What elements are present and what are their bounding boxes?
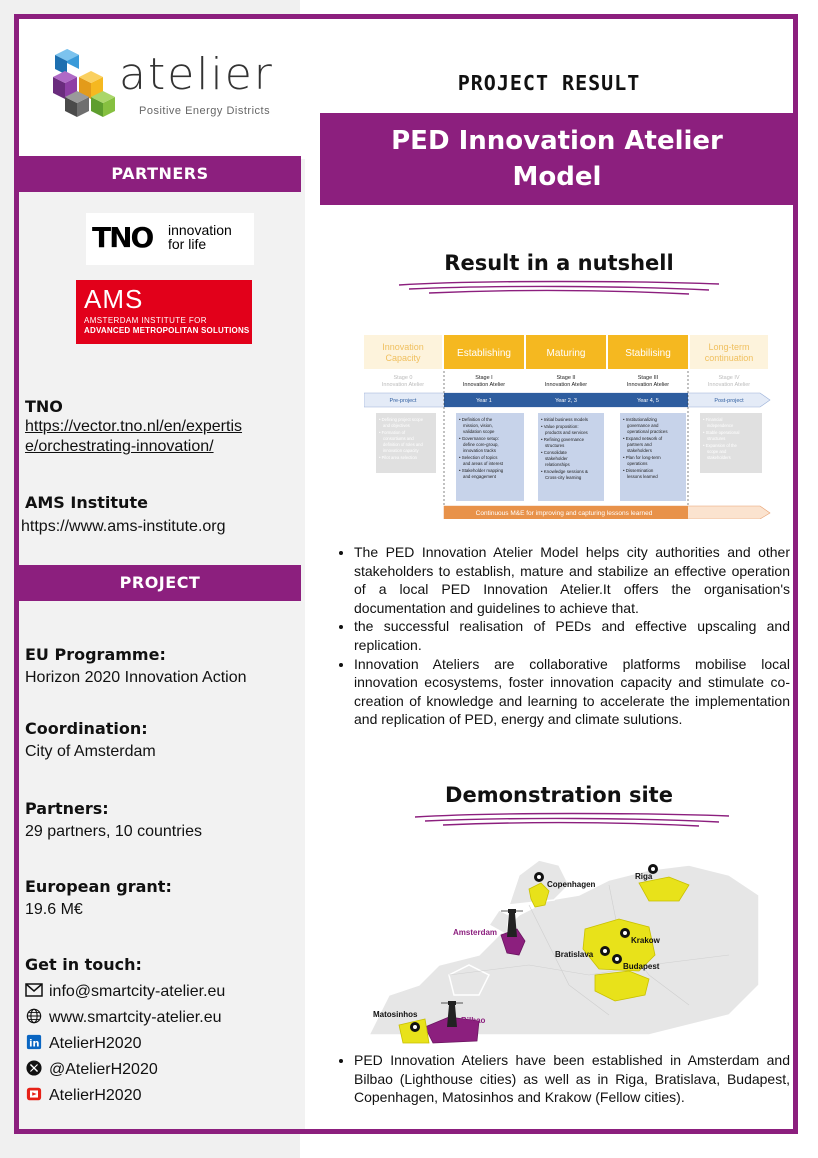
svg-text:• Formation of: • Formation of (379, 430, 406, 435)
partner-ams-url[interactable]: https://www.ams-institute.org (21, 518, 226, 535)
contact-website-text: www.smartcity-atelier.eu (49, 1009, 222, 1026)
map-label-budapest: Budapest (623, 962, 660, 971)
svg-text:Stage 0: Stage 0 (393, 375, 413, 381)
pin-icon-budapest (612, 954, 622, 964)
contact-x[interactable] (25, 1059, 158, 1081)
diagram-footer-text: Continuous M&E for improving and capturing lessons learned (475, 510, 653, 517)
svg-text:structures: structures (545, 443, 565, 448)
svg-text:Year 4, 5: Year 4, 5 (637, 398, 659, 404)
svg-text:• Stable operational: • Stable operational (703, 430, 740, 435)
stage-2-title: Maturing (546, 348, 586, 359)
map-label-bilbao: Bilbao (461, 1016, 486, 1025)
final-bullets (340, 1051, 790, 1107)
svg-text:Year 1: Year 1 (476, 398, 492, 404)
pin-icon-copenhagen (534, 872, 544, 882)
svg-text:operational practices: operational practices (627, 429, 668, 434)
nutshell-title: Result in a nutshell (444, 251, 674, 275)
ams-logo (76, 280, 252, 344)
contact-linkedin-text: AtelierH2020 (49, 1035, 142, 1052)
svg-text:• Consolidate: • Consolidate (541, 450, 567, 455)
atelier-logo (39, 43, 299, 123)
svg-text:innovation tracks: innovation tracks (463, 448, 496, 453)
svg-text:• Initial business models: • Initial business models (541, 417, 588, 422)
map-label-amsterdam: Amsterdam (453, 928, 498, 937)
logo-subtitle: Positive Energy Districts (139, 105, 271, 117)
svg-text:Pre-project: Pre-project (389, 398, 417, 404)
partner-tno-name: TNO (25, 397, 63, 416)
poster-frame (14, 14, 798, 1134)
grant-value: 19.6 M€ (25, 901, 83, 918)
nutshell-underline-scribble (389, 277, 729, 299)
svg-text:Stage I: Stage I (475, 375, 493, 381)
linkedin-icon (25, 1034, 43, 1050)
final-bullet: • PED Innovation Ateliers have been established in Amsterdam and Bilbao (Lighthouse cities) as well as in Riga, Bratislava, Budapest, Copenhagen, Matosinhos and Krakow (Fellow cities). (354, 1051, 790, 1107)
svg-text:and engagement: and engagement (463, 474, 496, 479)
svg-text:Innovation Atelier: Innovation Atelier (707, 382, 751, 388)
svg-text:• Plan for long-term: • Plan for long-term (623, 455, 661, 460)
svg-text:scope and: scope and (707, 449, 727, 454)
tno-tagline-2: for life (168, 236, 207, 252)
partners-header: PARTNERS (19, 156, 301, 192)
svg-text:Innovation Atelier: Innovation Atelier (462, 382, 506, 388)
svg-text:in: in (29, 1038, 40, 1050)
svg-text:lessons learned: lessons learned (627, 474, 658, 479)
svg-text:Year 2, 3: Year 2, 3 (555, 398, 577, 404)
svg-text:and areas of interest: and areas of interest (463, 461, 504, 466)
sidebar (19, 19, 305, 1129)
svg-text:mission, vision,: mission, vision, (463, 423, 493, 428)
svg-text:Innovation Atelier: Innovation Atelier (381, 382, 425, 388)
svg-text:• Expansion of the: • Expansion of the (703, 443, 737, 448)
tno-logo-tagline (168, 223, 232, 251)
contact-linkedin[interactable] (25, 1033, 142, 1055)
svg-text:Post-project: Post-project (714, 398, 744, 404)
eu-programme-label: EU Programme: (25, 645, 166, 664)
map-label-matosinhos: Matosinhos (373, 1010, 418, 1019)
contact-title: Get in touch: (25, 955, 142, 974)
svg-text:• Institutionalizing: • Institutionalizing (623, 417, 657, 422)
tno-tagline-1: innovation (168, 222, 232, 238)
result-bullet-1: • The PED Innovation Atelier Model helps city authorities and other stakeholders to establish, mature and stabilize an effective operation of a local PED Innovation Atelier.It offers the organisation's documentation and guidelines to achieve that. (354, 543, 790, 617)
stage-0-title-2: Capacity (385, 353, 421, 363)
svg-text:operations: operations (627, 461, 648, 466)
logo-wordmark: atelier (119, 49, 274, 100)
svg-text:• Expand network of: • Expand network of (623, 436, 663, 441)
svg-text:products and services: products and services (545, 430, 588, 435)
model-title-line-1: PED Innovation Atelier (391, 126, 723, 156)
tno-logo (86, 213, 254, 265)
partners-count-label: Partners: (25, 799, 109, 818)
partner-tno-url-1: https://vector.tno.nl/en/expertis (25, 418, 243, 435)
contact-email[interactable] (25, 981, 225, 1003)
svg-text:partners and: partners and (627, 442, 652, 447)
europe-map (349, 845, 769, 1045)
ams-logo-mark: AMS (84, 284, 144, 314)
ams-logo-line-2: ADVANCED METROPOLITAN SOLUTIONS (84, 326, 250, 335)
svg-text:consortiums and: consortiums and (383, 436, 414, 441)
tno-logo-mark: TNO (92, 221, 153, 254)
model-title-bar (320, 113, 794, 205)
svg-text:Stage II: Stage II (556, 375, 576, 381)
contact-x-text: @AtelierH2020 (49, 1061, 158, 1078)
svg-text:• Dissemination: • Dissemination (623, 468, 654, 473)
eu-programme-value: Horizon 2020 Innovation Action (25, 669, 247, 686)
atelier-model-diagram (364, 335, 774, 519)
svg-text:definition of roles and: definition of roles and (383, 442, 423, 447)
svg-text:structures: structures (707, 436, 726, 441)
partner-ams-name: AMS Institute (25, 493, 148, 512)
svg-text:Innovation Atelier: Innovation Atelier (626, 382, 670, 388)
model-title-line-2: Model (512, 162, 602, 192)
svg-text:innovation capacity: innovation capacity (383, 448, 419, 453)
demo-title: Demonstration site (445, 783, 673, 807)
svg-text:• Stakeholder mapping: • Stakeholder mapping (459, 468, 504, 473)
stage-1-title: Establishing (457, 348, 511, 359)
stage-3-title: Stabilising (625, 348, 671, 359)
contact-youtube[interactable] (25, 1085, 142, 1107)
svg-text:• Value proposition:: • Value proposition: (541, 424, 579, 429)
svg-text:governance and: governance and (627, 423, 659, 428)
pin-icon-matosinhos (410, 1022, 420, 1032)
svg-text:Innovation Atelier: Innovation Atelier (544, 382, 588, 388)
svg-text:Stage IV: Stage IV (718, 375, 740, 381)
map-label-bratislava: Bratislava (555, 950, 594, 959)
contact-website[interactable] (25, 1007, 222, 1029)
coordination-value: City of Amsterdam (25, 743, 156, 760)
map-label-riga: Riga (635, 872, 653, 881)
partners-count-value: 29 partners, 10 countries (25, 823, 202, 840)
stage-0-title: Innovation (382, 342, 424, 352)
svg-text:and objectives: and objectives (383, 423, 410, 428)
ams-logo-line-1: AMSTERDAM INSTITUTE FOR (84, 316, 207, 325)
svg-text:• Refining governance: • Refining governance (541, 437, 585, 442)
svg-text:define core-group,: define core-group, (463, 442, 499, 447)
grant-label: European grant: (25, 877, 172, 896)
svg-text:• Governance setup:: • Governance setup: (459, 436, 499, 441)
x-icon (25, 1060, 43, 1076)
map-label-copenhagen: Copenhagen (547, 880, 596, 889)
contact-youtube-text: AtelierH2020 (49, 1087, 142, 1104)
map-label-krakow: Krakow (631, 936, 660, 945)
partner-tno-link[interactable] (25, 417, 295, 457)
stage-4-title: Long-term (708, 342, 750, 352)
mail-icon (25, 982, 43, 998)
contact-email-text: info@smartcity-atelier.eu (49, 983, 226, 1000)
globe-icon (25, 1008, 43, 1024)
svg-text:stakeholders: stakeholders (627, 448, 652, 453)
svg-text:Cross-city learning: Cross-city learning (545, 475, 582, 480)
cube-logo-icon (45, 47, 115, 119)
sidebar-logo-area (19, 19, 305, 159)
coordination-label: Coordination: (25, 719, 148, 738)
svg-text:• Defining project scope: • Defining project scope (379, 417, 424, 422)
svg-text:• Pilot area selection: • Pilot area selection (379, 455, 418, 460)
svg-text:relationships: relationships (545, 462, 570, 467)
svg-text:• Selection of topics: • Selection of topics (459, 455, 498, 460)
svg-text:independence: independence (707, 423, 734, 428)
result-bullet-3: • Innovation Ateliers are collaborative platforms mobilise local innovation ecosystems, foster innovation capacity and stimulate co-creation of knowledge and learning to accelerate the implementation and replication of PED, energy and climate sulutions. (354, 655, 790, 729)
svg-text:• Financial: • Financial (703, 417, 723, 422)
svg-text:validation scope: validation scope (463, 429, 495, 434)
svg-text:Stage III: Stage III (637, 375, 659, 381)
svg-text:• Definition of the: • Definition of the (459, 417, 493, 422)
svg-text:• Knowledge sessions &: • Knowledge sessions & (541, 469, 588, 474)
demo-underline-scribble (407, 809, 737, 831)
project-header: PROJECT (19, 565, 301, 601)
svg-text:stakeholder: stakeholder (545, 456, 568, 461)
svg-text:stakeholders: stakeholders (707, 455, 731, 460)
pin-icon-bratislava (600, 946, 610, 956)
stage-4-title-2: continuation (704, 353, 754, 363)
youtube-icon (25, 1086, 43, 1102)
partner-tno-url-2: e/orchestrating-innovation/ (25, 438, 214, 455)
result-bullets (340, 543, 790, 729)
result-bullet-2: • the successful realisation of PEDs and effective upscaling and replication. (354, 617, 790, 654)
pin-icon-krakow (620, 928, 630, 938)
page-title: PROJECT RESULT (457, 71, 641, 95)
